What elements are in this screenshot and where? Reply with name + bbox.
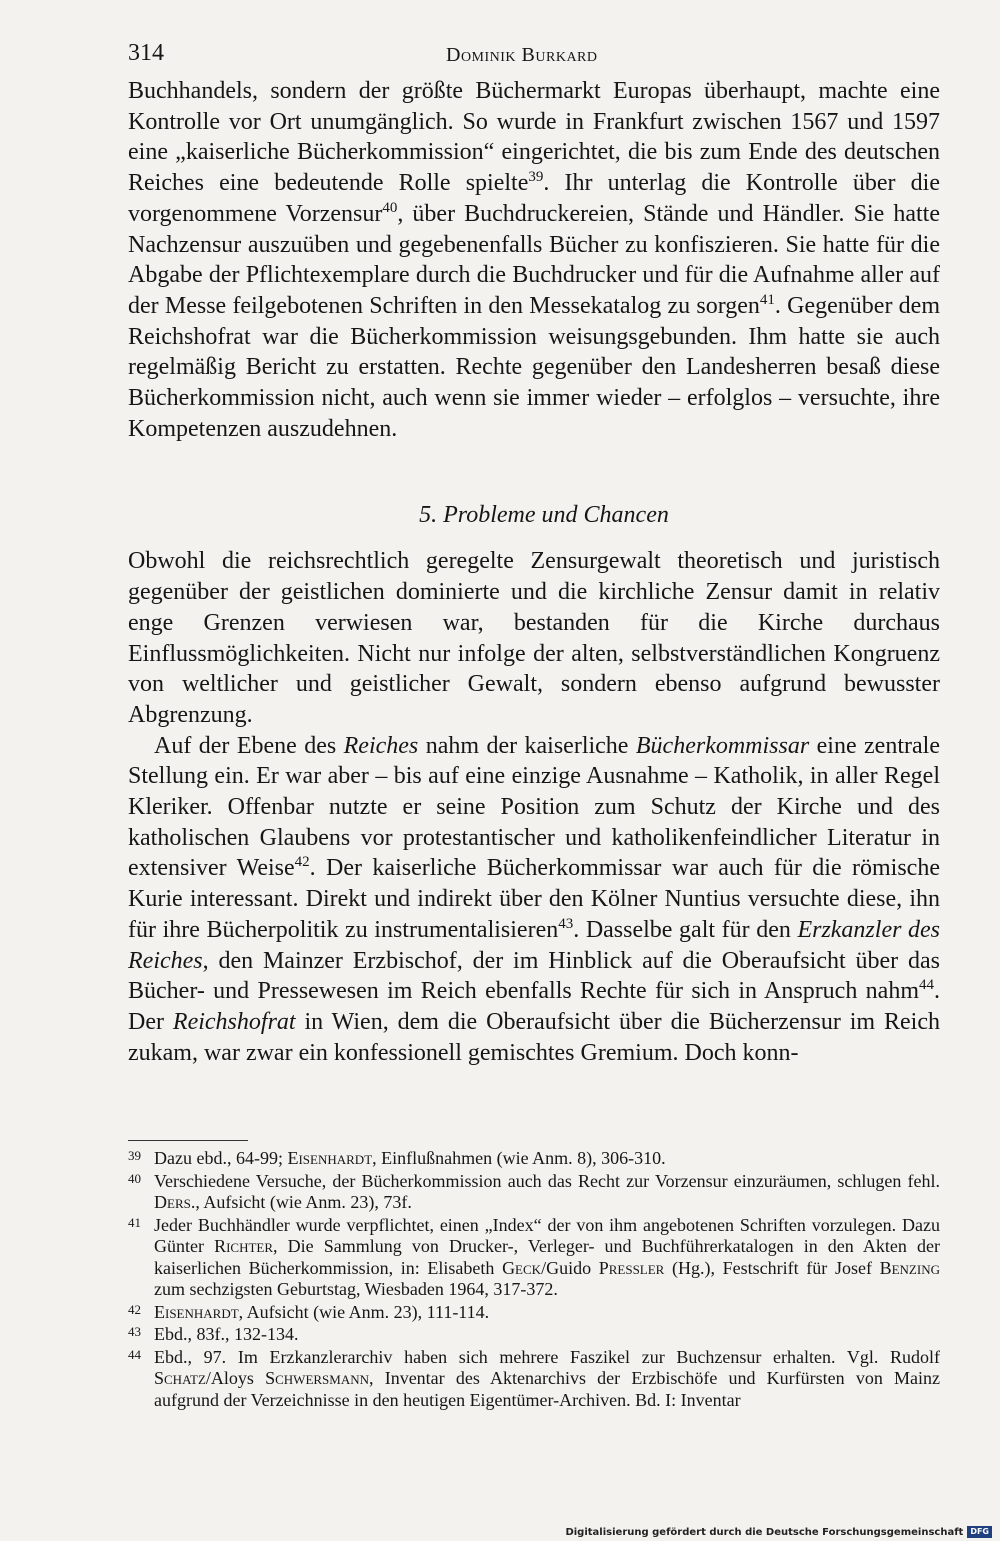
footnote-ref: 42 [294, 854, 310, 871]
text-run: /Aloys [205, 1368, 266, 1388]
italic-term: Reiches [343, 732, 419, 759]
italic-term: Reichshofrat [172, 1008, 296, 1035]
text-run: Auf der Ebene des [154, 732, 344, 759]
footnote-number: 44 [128, 1346, 141, 1362]
text-run: eine zentrale Stellung ein. Er war aber – bis auf eine einzige Ausnahme – Katholik, in aller Regel Kleriker. Offenbar nutzte er seine Position zum Schutz der Kirche und des katholischen Glaubens vor protestantischer und katholikenfeindlicher Literatur in extensiver Weise [128, 732, 940, 882]
text-run: Jeder Buchhändler wurde verpflichtet, einen „Index“ der von ihm angebotenen Schriften vorzulegen. Dazu Günter [154, 1214, 940, 1256]
paragraph-2: Obwohl die reichsrechtlich geregelte Zensurgewalt theoretisch und juristisch gegenüber der geistlichen dominierte und die kirchliche Zensur damit in relativ enge Grenzen verwiesen war, bestanden für die Kirche durchaus Einflussmöglichkeiten. Nicht nur infolge der alten, selbstverständlichen Kongruenz von weltlicher und geistlicher Gewalt, sondern ebenso aufgrund bewusster Abgrenzung. [128, 548, 940, 728]
digitization-footer [565, 1526, 992, 1538]
footnote-40 [128, 1171, 940, 1214]
page-header [128, 40, 940, 72]
footnote-43 [128, 1324, 940, 1346]
italic-term: Bücherkommissar [635, 732, 810, 759]
text-run: Dazu ebd., 64-99; [154, 1148, 288, 1168]
main-text [128, 76, 940, 1068]
text-run: /Guido [541, 1257, 599, 1278]
text-run: , über Buchdruckereien, Stände und Händler. Sie hatte Nachzensur auszuüben und gegebenenfalls Bücher zu konfiszieren. Sie hatte für die Abgabe der Pflichtexemplare durch die Buchdrucker und für die Aufnahme aller auf der Messe feilgebotenen Schriften in den Messekatalog zu sorgen [128, 200, 940, 319]
text-run: Ebd., 97. Im Erzkanzlerarchiv haben sich mehrere Faszikel zur Buchzensur erhalten. Vgl. Rudolf [154, 1346, 940, 1367]
paragraph-1 [128, 76, 940, 444]
footnote-41 [128, 1215, 940, 1301]
author-name: Ders [154, 1192, 191, 1212]
text-run: . Der kaiserliche Bücherkommissar war auch für die römische Kurie interessant. Direkt und indirekt über den Kölner Nuntius versuchte diese, ihn für ihre Bücherpolitik zu instrumentalisieren [128, 855, 940, 943]
footnotes [128, 1148, 940, 1411]
running-head: Dominik Burkard [446, 44, 598, 66]
footnote-ref: 39 [528, 169, 544, 186]
footnote-ref: 40 [382, 199, 398, 216]
paragraph-3 [128, 731, 940, 1069]
author-name: Richter [214, 1236, 274, 1256]
text-run: , Die Sammlung von Drucker-, Verleger- und Buchführerkatalogen in den Akten der kaiserlichen Bücherkommission, in: Elisabeth [154, 1236, 940, 1278]
author-name: Benzing [879, 1257, 940, 1278]
footnote-divider [128, 1140, 248, 1141]
text-run: nahm der kaiserliche [418, 732, 636, 759]
footnote-ref: 41 [759, 291, 775, 308]
footnote-44 [128, 1347, 940, 1412]
footnote-number: 39 [128, 1148, 141, 1163]
text-run: . Ihr unterlag die Kontrolle über die vorgenommene Vorzensur [128, 170, 940, 227]
text-run: in Wien, dem die Oberaufsicht über die Bücherzensur im Reich zukam, war zwar ein konfessionell gemischtes Gremium. Doch konn- [128, 1008, 940, 1066]
footnote-number: 42 [128, 1301, 141, 1317]
footer-text: Digitalisierung gefördert durch die Deutsche Forschungsgemeinschaft [565, 1526, 964, 1538]
section-heading: 5. Probleme und Chancen [419, 502, 669, 529]
text-run: . Dasselbe galt für den [573, 916, 798, 943]
text-run: , Inventar des Aktenarchivs der Erzbischöfe und Kurfürsten von Mainz aufgrund der Verzeichnisse in den heutigen Eigentümer-Archiven. Bd. I: Inventar [154, 1368, 940, 1410]
footnote-number: 41 [128, 1214, 141, 1230]
text-run: ., Aufsicht (wie Anm. 23), 73f. [190, 1192, 412, 1212]
footnote-number: 40 [128, 1170, 141, 1186]
author-name: Schatz [154, 1368, 206, 1388]
author-name: Geck [502, 1257, 542, 1278]
author-name: Eisenhardt [287, 1148, 373, 1168]
text-run: . Der [128, 978, 940, 1035]
page-number: 314 [128, 40, 164, 66]
dfg-logo-icon: DFG [967, 1526, 992, 1538]
author-name: Schwersmann [265, 1368, 370, 1388]
footnote-39 [128, 1148, 940, 1170]
text-run: Ebd., 83f., 132-134. [154, 1324, 299, 1344]
text-run: zum sechzigsten Geburtstag, Wiesbaden 1964, 317-372. [154, 1279, 558, 1299]
text-run: Buchhandels, sondern der größte Büchermarkt Europas überhaupt, machte eine Kontrolle vor Ort unumgänglich. So wurde in Frankfurt zwischen 1567 und 1597 eine „kaiserliche Bücherkommission“ eingerichtet, die bis zum Ende des deutschen Reiches eine bedeutende Rolle spielte [128, 78, 940, 197]
text-run: , den Mainzer Erzbischof, der im Hinblick auf die Oberaufsicht über das Bücher- und Pressewesen im Reich ebenfalls Rechte für sich in Anspruch nahm [128, 947, 940, 1005]
text-run: (Hg.), Festschrift für Josef [664, 1257, 880, 1278]
italic-term: Erzkanzler des Reiches [128, 916, 941, 974]
text-run: Verschiedene Versuche, der Bücherkommission auch das Recht zur Vorzensur einzuräumen, schlugen fehl. [154, 1170, 940, 1191]
footnote-42 [128, 1302, 940, 1324]
footnote-ref: 44 [919, 977, 934, 994]
author-name: Pressler [598, 1257, 665, 1278]
text-run: . Gegenüber dem Reichshofrat war die Bücherkommission weisungsgebunden. Ihm hatte sie auch regelmäßig Bericht zu erstatten. Rechte gegenüber den Landesherren besaß diese Bücherkommission nicht, auch wenn sie immer wieder – erfolglos – versuchte, ihre Kompetenzen auszudehnen. [128, 292, 940, 442]
footnote-number: 43 [128, 1324, 141, 1339]
footnote-ref: 43 [558, 915, 574, 932]
text-run: , Aufsicht (wie Anm. 23), 111-114. [238, 1301, 490, 1322]
author-name: Eisenhardt [154, 1301, 239, 1322]
text-run: , Einflußnahmen (wie Anm. 8), 306-310. [372, 1148, 666, 1168]
